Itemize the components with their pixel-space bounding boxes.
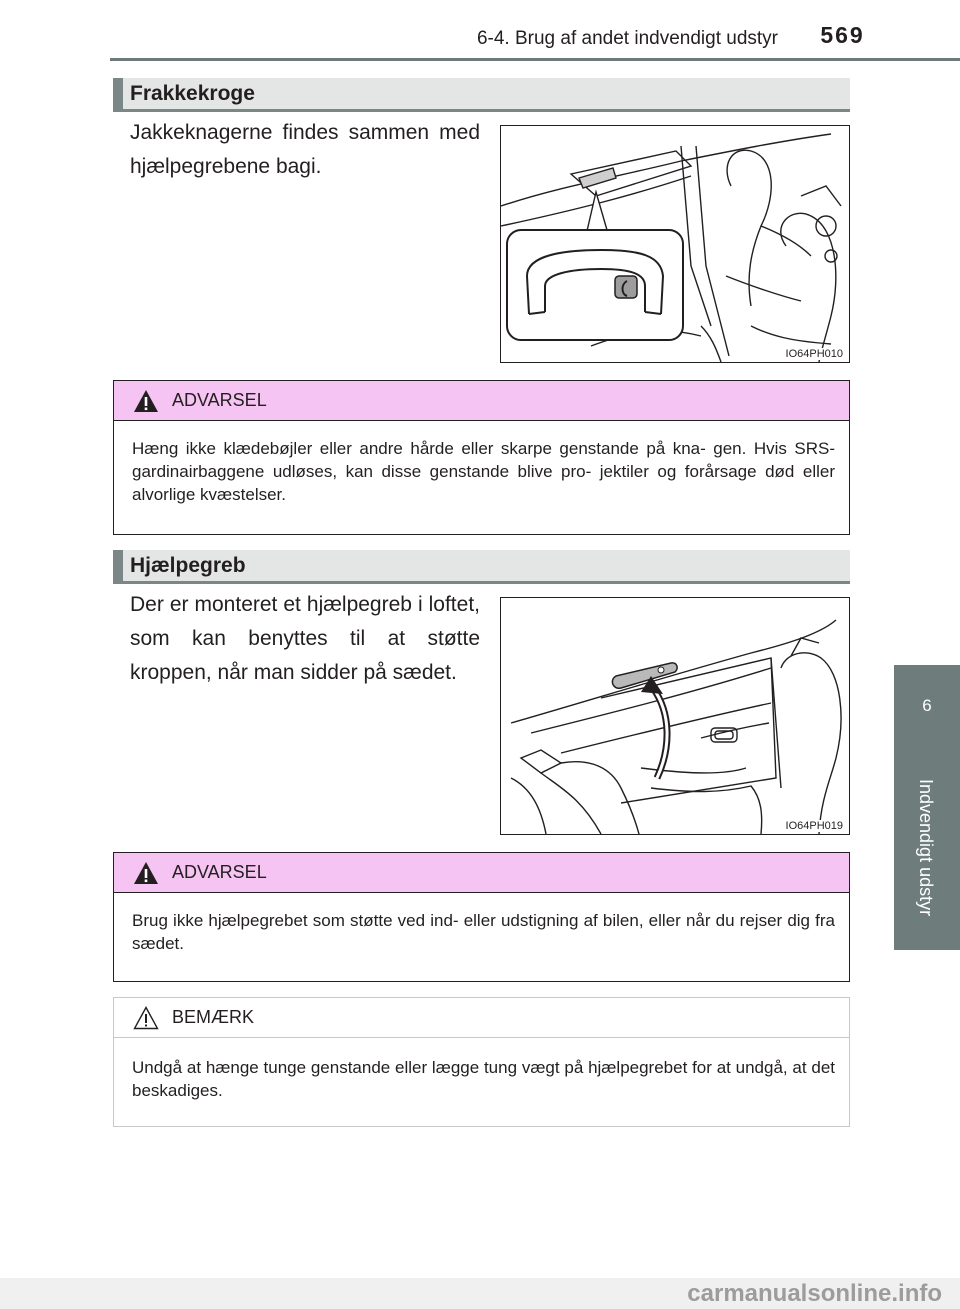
figure-code: IO64PH019 [785, 820, 843, 832]
warning-text: Hæng ikke klædebøjler eller andre hårde eller skarpe genstande på kna- gen. Hvis SRS-gardinairbaggene udløses, kan disse genstande blive pro- jektiler og forårsage død eller alvorlige kvæstelser. [132, 439, 835, 504]
warning-triangle-icon [133, 389, 159, 413]
chapter-number: 6 [922, 695, 932, 715]
section-heading-bar [113, 78, 123, 109]
section-body-text: Der er monteret et hjælpegreb i loftet, som kan benyttes til at støtte kroppen, når man sidder på sædet. [130, 593, 480, 684]
warning-label: ADVARSEL [172, 390, 267, 410]
warning-header [114, 853, 849, 893]
warning-label: ADVARSEL [172, 862, 267, 882]
warning-text: Brug ikke hjælpegrebet som støtte ved ind- eller udstigning af bilen, eller når du rejser dig fra sædet. [132, 911, 835, 953]
chapter-title: Indvendigt udstyr [916, 779, 936, 917]
header-section-title: 6-4. Brug af andet indvendigt udstyr [476, 28, 778, 49]
notice-header [114, 998, 849, 1038]
chapter-tab-number[interactable] [894, 665, 960, 746]
notice-label: BEMÆRK [172, 1007, 255, 1027]
watermark-text: carmanualsonline.info [687, 1279, 942, 1307]
warning-header [114, 381, 849, 421]
assist-grip-illustration [500, 597, 850, 835]
section-heading-bar [113, 550, 123, 581]
warning-box [113, 852, 850, 982]
notice-text: Undgå at hænge tunge genstande eller lægge tung vægt på hjælpegrebet for at undgå, at det beskadiges. [132, 1058, 835, 1100]
header-rule [110, 58, 960, 61]
coat-hook-illustration [500, 125, 850, 363]
warning-box [113, 380, 850, 535]
warning-triangle-icon [133, 861, 159, 885]
section-heading-hjaelpegreb [113, 550, 850, 584]
watermark-banner [0, 1278, 960, 1309]
page-number: 569 [820, 22, 865, 48]
section-heading-text: Frakkekroge [130, 82, 255, 105]
notice-box [113, 997, 850, 1127]
coat-hook-drawing [501, 126, 849, 362]
section-heading-text: Hjælpegreb [130, 554, 246, 577]
caution-triangle-icon [133, 1006, 159, 1030]
section-body-text: Jakkeknagerne findes sammen med hjælpegrebene bagi. [130, 121, 480, 178]
section-heading-frakkekroge [113, 78, 850, 112]
figure-code: IO64PH010 [785, 348, 843, 360]
assist-grip-drawing [501, 598, 849, 834]
